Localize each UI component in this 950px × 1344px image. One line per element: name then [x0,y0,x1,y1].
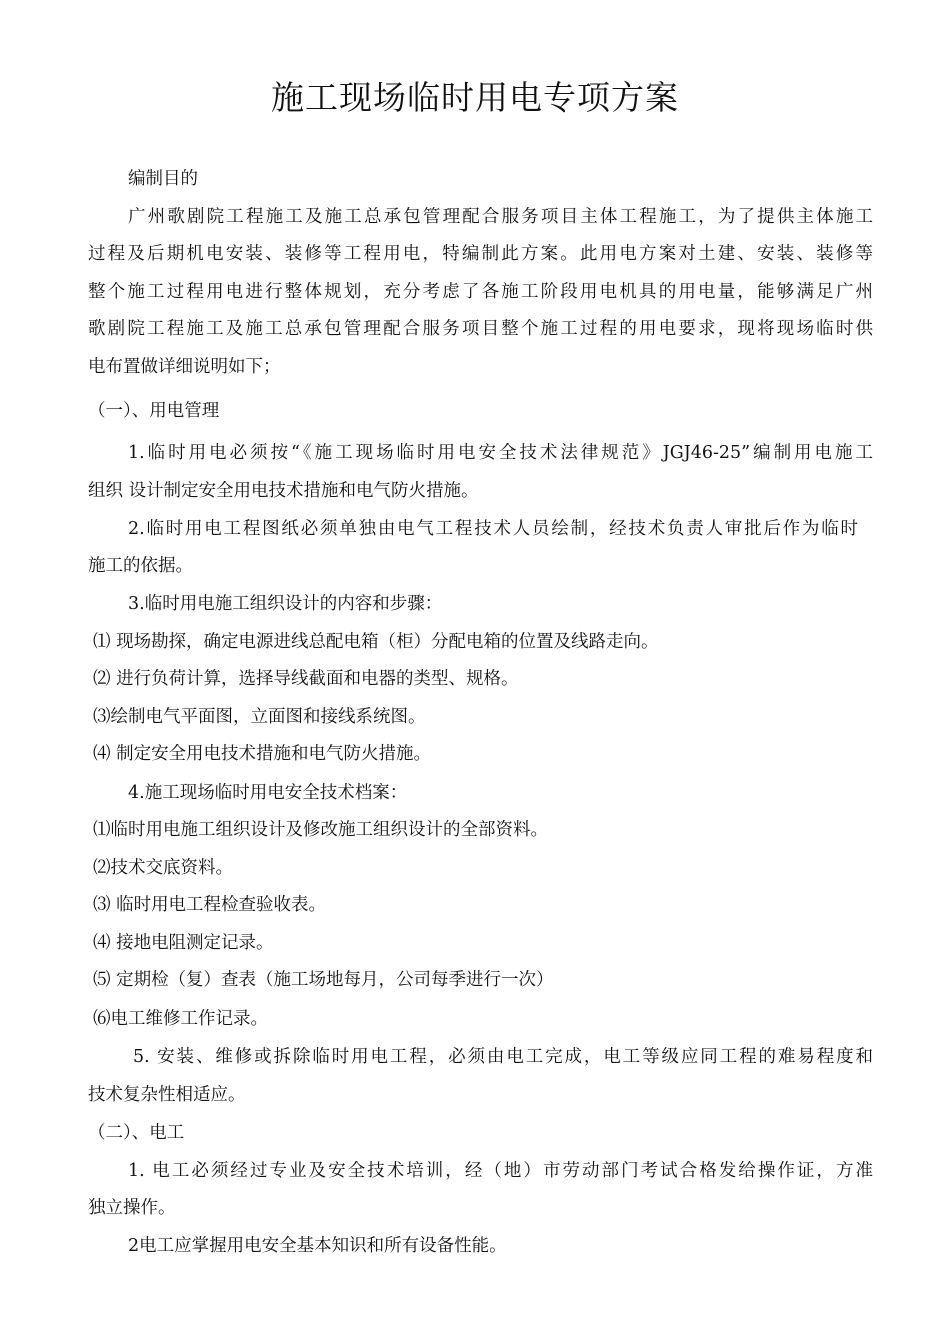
purpose-heading: 编制目的 [128,169,198,189]
paragraph-line: 2电工应掌握用电安全基本知识和所有设备性能。 [128,1236,507,1256]
paragraph-line: 组织 设计制定安全用电技术措施和电气防火措施。 [88,481,479,501]
paragraph-line: 2.临时用电工程图纸必须单独由电气工程技术人员绘制，经技术负责人审批后作为临时 [128,519,858,539]
paragraph-line: 1.临时用电必须按“《施工现场临时用电安全技术法律规范》JGJ46-25”编制用电施工 [128,443,873,463]
intro-line: 整个施工过程用电进行整体规划，充分考虑了各施工阶段用电机具的用电量，能够满足广州 [88,282,873,302]
list-item: ⑸ 定期检（复）查表（施工场地每月，公司每季进行一次） [93,970,554,990]
list-item: ⑶ 临时用电工程检查验收表。 [93,895,327,915]
intro-line: 电布置做详细说明如下； [88,357,281,377]
list-item: ⑴ 现场勘探，确定电源进线总配电箱（柜）分配电箱的位置及线路走向。 [93,632,659,652]
list-heading: 4.施工现场临时用电安全技术档案： [128,783,408,803]
list-item: ⑵技术交底资料。 [93,858,233,878]
list-item: ⑴临时用电施工组织设计及修改施工组织设计的全部资料。 [93,820,548,840]
list-item: ⑶绘制电气平面图，立面图和接线系统图。 [93,707,426,727]
paragraph-line: 技术复杂性相适应。 [88,1085,246,1105]
list-item: ⑵ 进行负荷计算，选择导线截面和电器的类型、规格。 [93,669,519,689]
list-item: ⑷ 制定安全用电技术措施和电气防火措施。 [93,744,432,764]
section-heading: （二）、电工 [88,1123,185,1143]
paragraph-line: 5. 安装、维修或拆除临时用电工程，必须由电工完成，电工等级应同工程的难易程度和 [133,1047,873,1067]
intro-line: 广州歌剧院工程施工及施工总承包管理配合服务项目主体工程施工，为了提供主体施工 [128,207,873,227]
paragraph-line: 施工的依据。 [88,556,193,576]
intro-line: 过程及后期机电安装、装修等工程用电，特编制此方案。此用电方案对土建、安装、装修等 [88,244,873,264]
list-heading: 3.临时用电施工组织设计的内容和步骤： [128,594,443,614]
list-item: ⑷ 接地电阻测定记录。 [93,933,274,953]
section-heading: （一）、用电管理 [88,401,220,421]
intro-line: 歌剧院工程施工及施工总承包管理配合服务项目整个施工过程的用电要求，现将现场临时供 [88,319,873,339]
list-item: ⑹电工维修工作记录。 [93,1009,268,1029]
paragraph-line: 1. 电工必须经过专业及安全技术培训，经（地）市劳动部门考试合格发给操作证，方准 [128,1161,873,1181]
document-title: 施工现场临时用电专项方案 [271,78,679,117]
paragraph-line: 独立操作。 [88,1198,176,1218]
